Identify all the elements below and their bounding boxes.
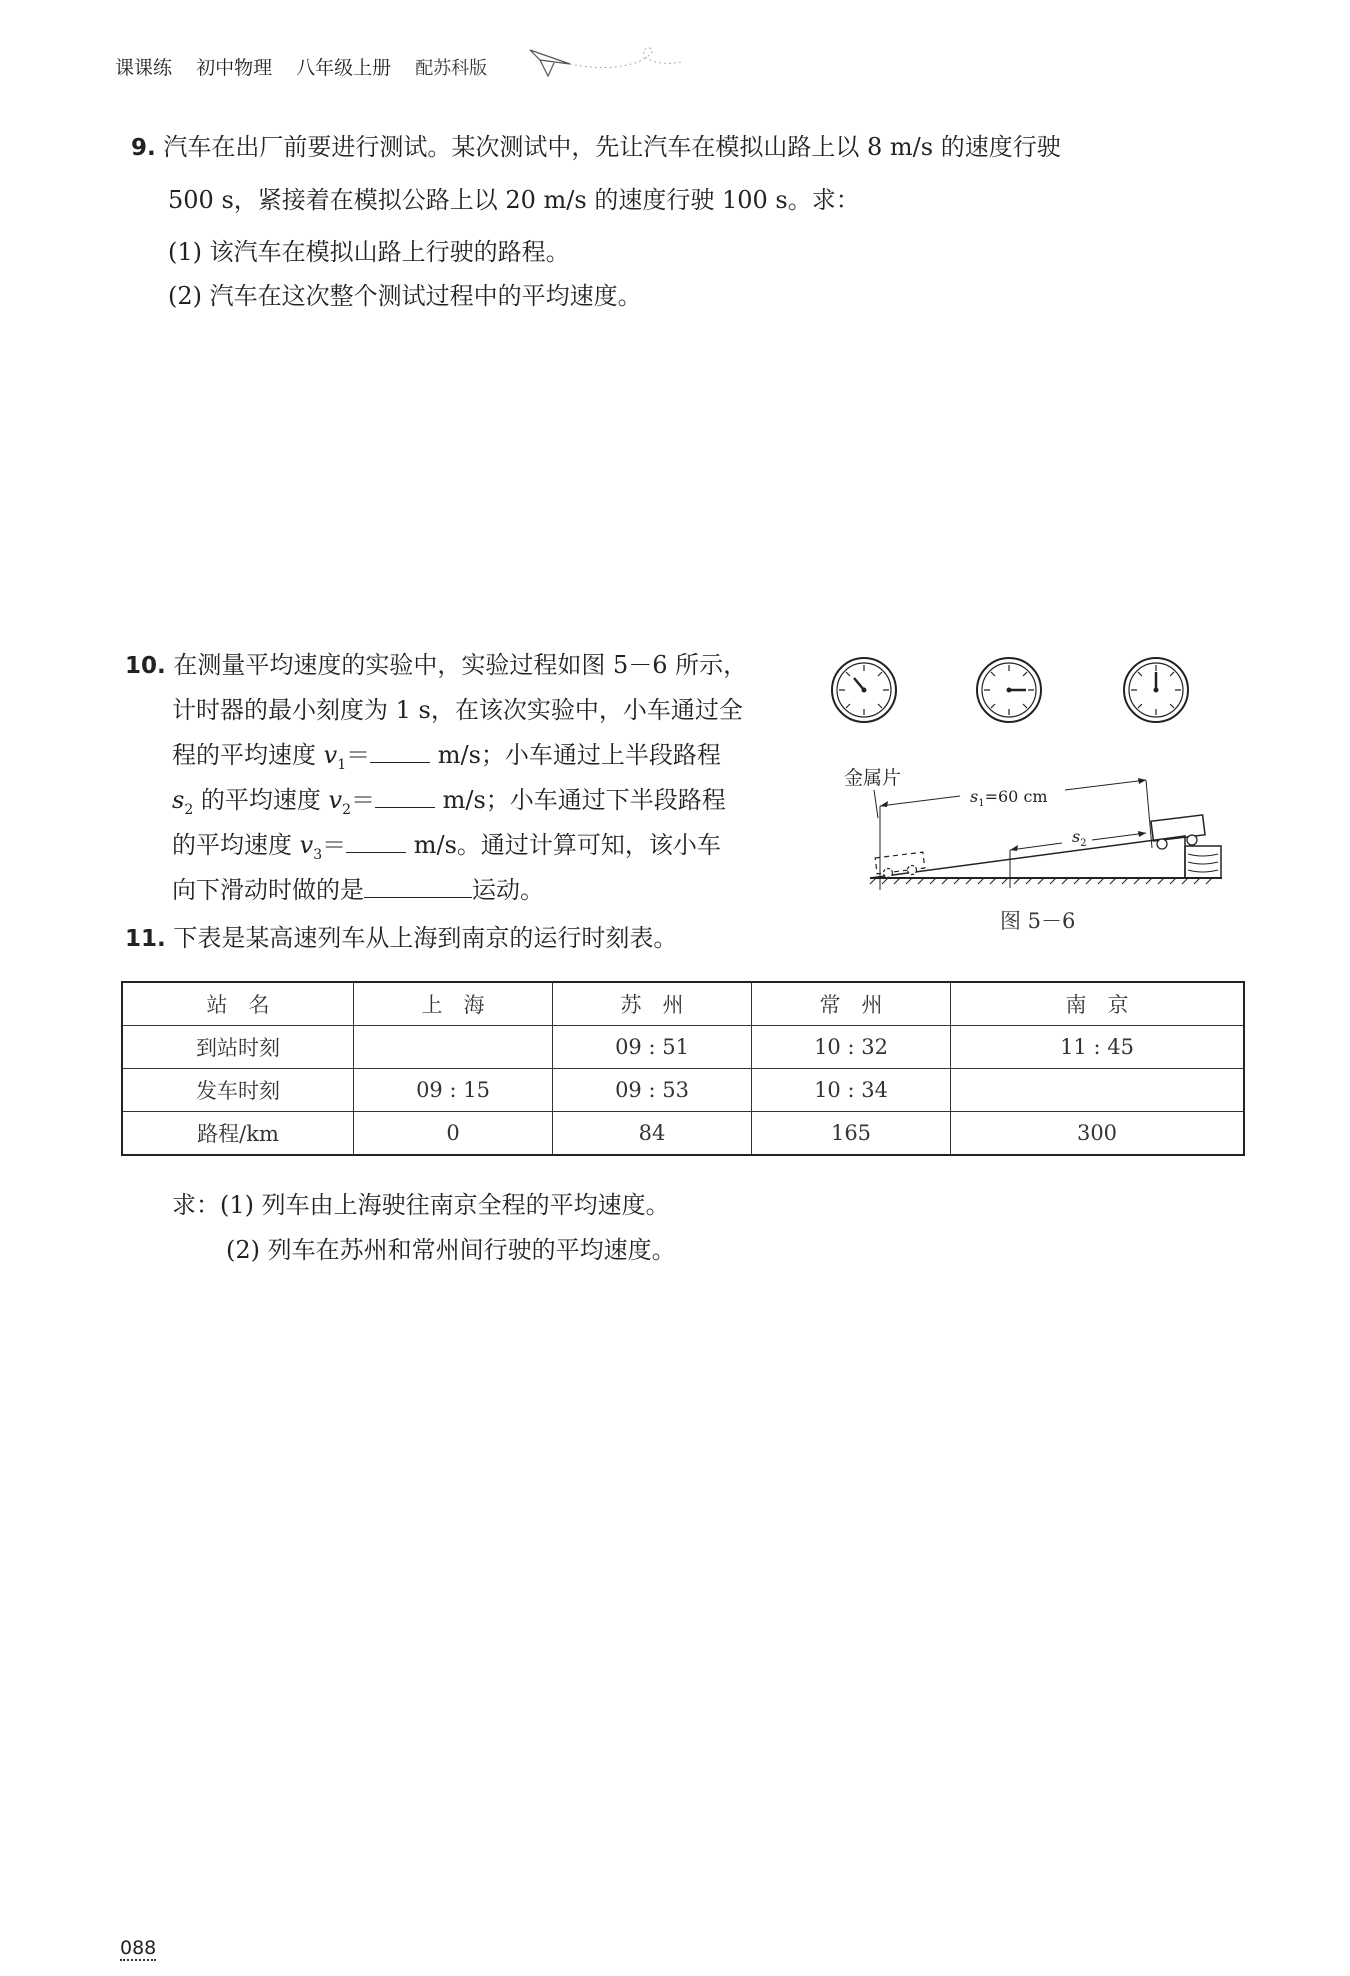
q11-line1 (125, 924, 677, 954)
v3-symbol: v (299, 831, 314, 859)
q9-sub1: (1) 该汽车在模拟山路上行驶的路程。 (168, 238, 570, 266)
cart-top-icon (1151, 815, 1205, 849)
s2-subscript: 2 (184, 801, 194, 818)
label-s1-value: =60 cm (984, 787, 1048, 806)
header-edition: 配苏科版 (415, 58, 488, 79)
row-label: 到站时刻 (122, 1026, 354, 1069)
q9-line2: 500 s，紧接着在模拟公路上以 20 m/s 的速度行驶 100 s。求： (168, 186, 860, 214)
table-cell: 09 : 15 (354, 1069, 553, 1112)
label-s2 (1072, 827, 1087, 849)
stopwatch-1-icon (832, 658, 896, 722)
header-station-shanghai: 上 海 (354, 982, 553, 1026)
page-number: 088 (120, 1937, 157, 1959)
q10-line3-text: 程的平均速度 (172, 741, 324, 769)
label-s1 (970, 787, 1048, 809)
q10-line1 (125, 651, 747, 681)
header-series: 课课练 (115, 57, 173, 79)
q10-text-1: 在测量平均速度的实验中，实验过程如图 5－6 所示， (173, 651, 748, 679)
row-label: 路程/km (122, 1112, 354, 1156)
v3-answer-blank[interactable] (346, 834, 406, 853)
q10-line4-text: 的平均速度 (193, 786, 329, 814)
table-cell: 10 : 32 (752, 1026, 951, 1069)
header-station-label: 站 名 (122, 982, 354, 1026)
v1-equals: ＝ (346, 741, 371, 769)
label-s2-subscript: 2 (1080, 838, 1087, 849)
train-timetable (121, 981, 1245, 1156)
table-cell: 09 : 53 (553, 1069, 752, 1112)
header-station-suzhou: 苏 州 (553, 982, 752, 1026)
header-station-nanjing: 南 京 (951, 982, 1245, 1026)
table-cell (354, 1026, 553, 1069)
v3-subscript: 3 (313, 846, 323, 863)
table-cell: 165 (752, 1112, 951, 1156)
table-cell (951, 1069, 1245, 1112)
header-station-changzhou: 常 州 (752, 982, 951, 1026)
table-row (122, 1112, 1244, 1156)
page-header (115, 53, 505, 80)
table-cell: 09 : 51 (553, 1026, 752, 1069)
q10-line6 (172, 876, 544, 905)
q11-intro: 下表是某高速列车从上海到南京的运行时刻表。 (173, 924, 678, 952)
v1-answer-blank[interactable] (370, 744, 430, 763)
q10-number: 10. (125, 653, 166, 679)
row-label: 发车时刻 (122, 1069, 354, 1112)
table-cell: 0 (354, 1112, 553, 1156)
motion-type-answer-blank[interactable] (364, 879, 472, 898)
stopwatch-3-icon (1124, 658, 1188, 722)
v2-symbol: v (328, 786, 343, 814)
table-row (122, 1026, 1244, 1069)
stopwatch-2-icon (977, 658, 1041, 722)
q10-line6-tail: 运动。 (472, 876, 544, 904)
header-grade: 八年级上册 (296, 57, 392, 79)
label-metal-strip: 金属片 (844, 767, 902, 789)
q11-ask1: 求：(1) 列车由上海驶往南京全程的平均速度。 (172, 1191, 670, 1219)
figure-caption: 图 5－6 (1000, 909, 1076, 933)
q9-text-1: 汽车在出厂前要进行测试。某次测试中，先让汽车在模拟山路上以 8 m/s 的速度行驶 (163, 133, 1061, 161)
table-row (122, 1069, 1244, 1112)
q10-line5-text: 的平均速度 (172, 831, 300, 859)
label-s2-symbol: s (1072, 827, 1081, 846)
s2-symbol: s (172, 786, 185, 814)
q10-line4-tail: m/s；小车通过下半段路程 (435, 786, 726, 814)
figure-5-6 (830, 650, 1250, 895)
q10-line5-tail: m/s。通过计算可知，该小车 (406, 831, 721, 859)
q11-number: 11. (125, 926, 166, 952)
q9-line1 (131, 133, 1061, 163)
q10-line4 (172, 786, 726, 819)
table-header-row (122, 982, 1244, 1026)
label-s1-subscript: 1 (978, 798, 985, 809)
v2-answer-blank[interactable] (375, 789, 435, 808)
v2-equals: ＝ (351, 786, 375, 814)
q9-number: 9. (131, 135, 156, 161)
q11-ask2: (2) 列车在苏州和常州间行驶的平均速度。 (226, 1236, 676, 1264)
table-cell: 11 : 45 (951, 1026, 1245, 1069)
table-cell: 84 (553, 1112, 752, 1156)
v3-equals: ＝ (322, 831, 347, 859)
v1-symbol: v (323, 741, 338, 769)
q10-line3-tail: m/s；小车通过上半段路程 (430, 741, 721, 769)
paper-plane-icon (528, 42, 688, 87)
q9-sub2: (2) 汽车在这次整个测试过程中的平均速度。 (168, 282, 642, 310)
table-cell: 300 (951, 1112, 1245, 1156)
q10-line5 (172, 831, 721, 864)
header-subject: 初中物理 (196, 57, 273, 79)
q10-line2: 计时器的最小刻度为 1 s，在该次实验中，小车通过全 (172, 696, 743, 724)
v1-subscript: 1 (337, 756, 347, 773)
q10-line6-text: 向下滑动时做的是 (172, 876, 364, 904)
q10-line3 (172, 741, 721, 774)
v2-subscript: 2 (342, 801, 351, 818)
label-s1-symbol: s (970, 787, 979, 806)
table-cell: 10 : 34 (752, 1069, 951, 1112)
